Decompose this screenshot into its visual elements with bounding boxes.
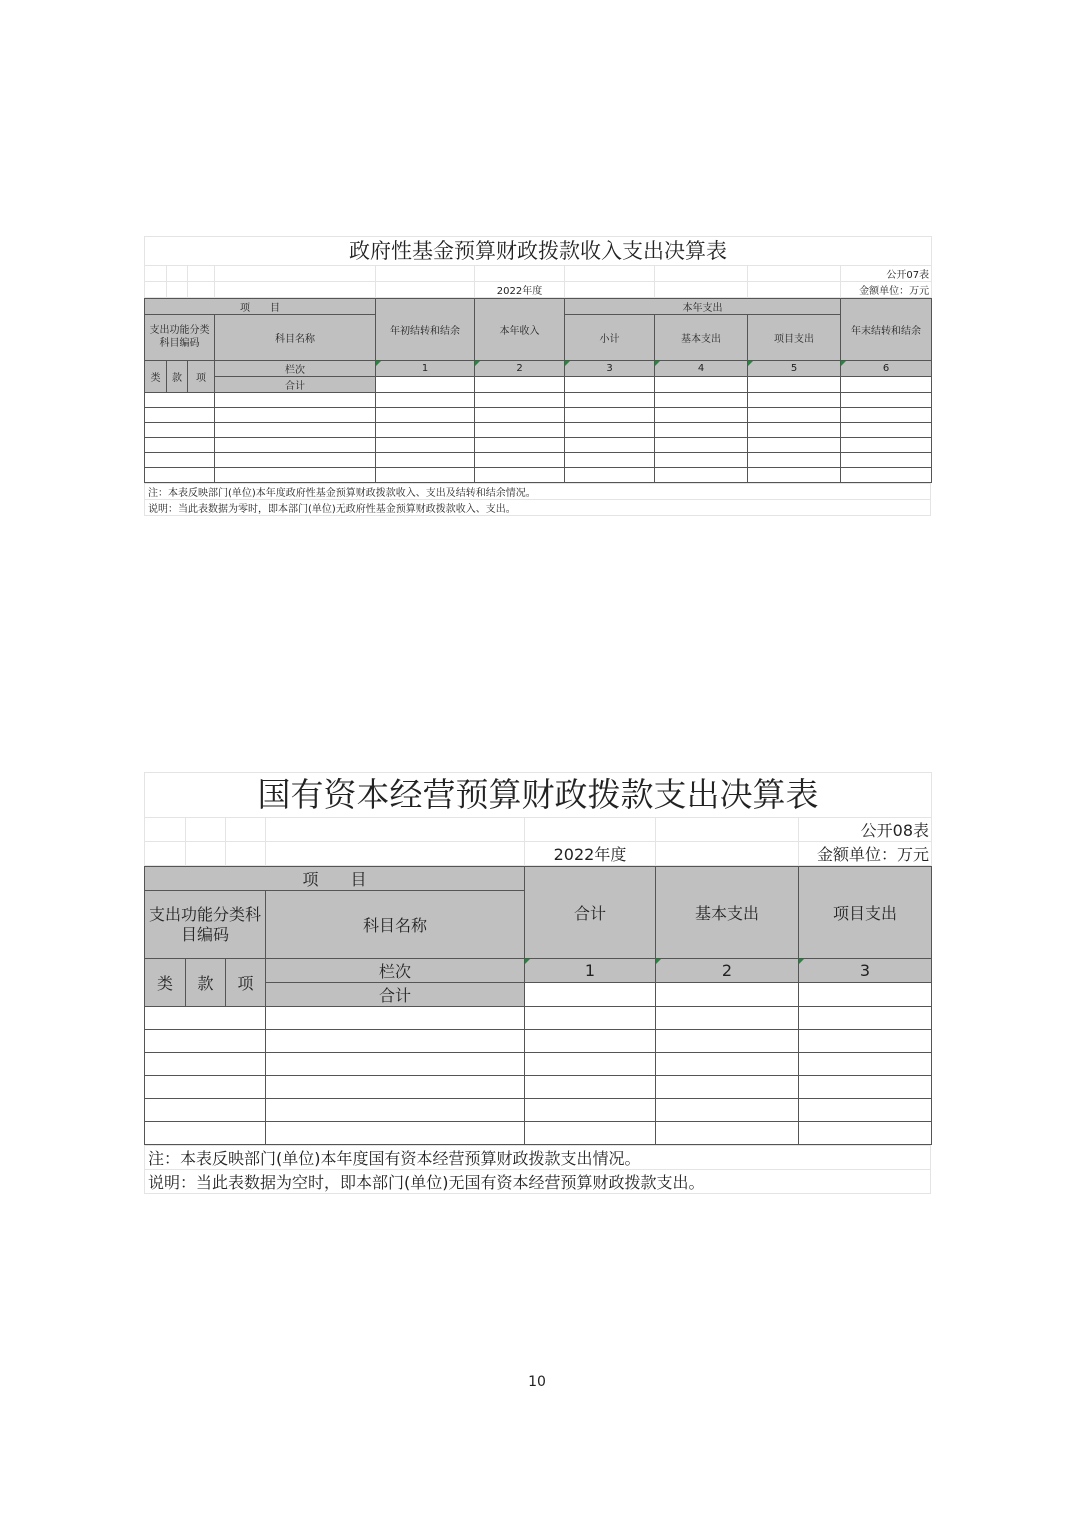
column-number-3: 3 <box>565 361 655 377</box>
table-row <box>145 1099 932 1122</box>
table-row <box>145 1122 932 1145</box>
table-08-notes <box>144 1145 931 1194</box>
table-08-grid <box>144 866 932 1145</box>
table-row <box>145 393 932 408</box>
table-07-notes <box>144 483 931 516</box>
table-08-note: 注：本表反映部门(单位)本年度国有资本经营预算财政拨款支出情况。 <box>145 1146 931 1170</box>
header-xiang: 项 <box>188 361 215 393</box>
table-07-grid <box>144 298 932 483</box>
table-08-explain: 说明：当此表数据为空时，即本部门(单位)无国有资本经营预算财政拨款支出。 <box>145 1170 931 1194</box>
table-07-unit: 金额单位：万元 <box>841 282 932 298</box>
table-08-title: 国有资本经营预算财政拨款支出决算表 <box>145 773 932 818</box>
header-opening-balance: 年初结转和结余 <box>376 299 475 361</box>
header-func-code: 支出功能分类科目编码 <box>145 891 266 959</box>
table-row <box>145 438 932 453</box>
table-07 <box>144 236 931 516</box>
header-kuan: 款 <box>167 361 188 393</box>
column-number-3: 3 <box>799 959 932 983</box>
table-08-form-code: 公开08表 <box>799 818 932 842</box>
header-expense-group: 本年支出 <box>565 299 841 315</box>
table-07-form-code: 公开07表 <box>841 266 932 282</box>
column-number-2: 2 <box>475 361 565 377</box>
header-item: 项 目 <box>145 867 525 891</box>
column-number-2: 2 <box>656 959 799 983</box>
table-row <box>145 1007 932 1030</box>
header-income: 本年收入 <box>475 299 565 361</box>
table-row <box>145 1030 932 1053</box>
table-07-header-area <box>144 236 932 298</box>
header-total: 合计 <box>266 983 525 1007</box>
header-total: 合计 <box>215 377 376 393</box>
table-row <box>145 468 932 483</box>
header-lei: 类 <box>145 959 186 1007</box>
header-kuan: 款 <box>186 959 226 1007</box>
table-08-year: 2022年度 <box>525 842 656 866</box>
column-number-1: 1 <box>525 959 656 983</box>
table-07-explain: 说明：当此表数据为零时，即本部门(单位)无政府性基金预算财政拨款收入、支出。 <box>145 500 931 516</box>
table-07-year: 2022年度 <box>475 282 565 298</box>
column-number-5: 5 <box>748 361 841 377</box>
header-xiang: 项 <box>226 959 266 1007</box>
header-subject-name: 科目名称 <box>266 891 525 959</box>
column-number-6: 6 <box>841 361 932 377</box>
header-project-expense: 项目支出 <box>799 867 932 959</box>
column-number-1: 1 <box>376 361 475 377</box>
table-08 <box>144 772 931 1194</box>
header-subject-name: 科目名称 <box>215 315 376 361</box>
header-subtotal: 小计 <box>565 315 655 361</box>
header-func-code: 支出功能分类科目编码 <box>145 315 215 361</box>
table-row <box>145 1053 932 1076</box>
header-lei: 类 <box>145 361 167 393</box>
header-total-col: 合计 <box>525 867 656 959</box>
table-07-title: 政府性基金预算财政拨款收入支出决算表 <box>145 237 932 266</box>
table-row <box>145 423 932 438</box>
header-column-row: 栏次 <box>215 361 376 377</box>
header-project-expense: 项目支出 <box>748 315 841 361</box>
header-closing-balance: 年末结转和结余 <box>841 299 932 361</box>
header-column-row: 栏次 <box>266 959 525 983</box>
column-number-4: 4 <box>655 361 748 377</box>
table-row <box>145 1076 932 1099</box>
table-08-unit: 金额单位：万元 <box>799 842 932 866</box>
table-row <box>145 453 932 468</box>
header-item: 项 目 <box>145 299 376 315</box>
header-basic-expense: 基本支出 <box>655 315 748 361</box>
page-number: 10 <box>528 1374 546 1390</box>
header-basic-expense: 基本支出 <box>656 867 799 959</box>
table-08-header-area <box>144 772 932 866</box>
table-07-note: 注：本表反映部门(单位)本年度政府性基金预算财政拨款收入、支出及结转和结余情况。 <box>145 484 931 500</box>
table-row <box>145 408 932 423</box>
